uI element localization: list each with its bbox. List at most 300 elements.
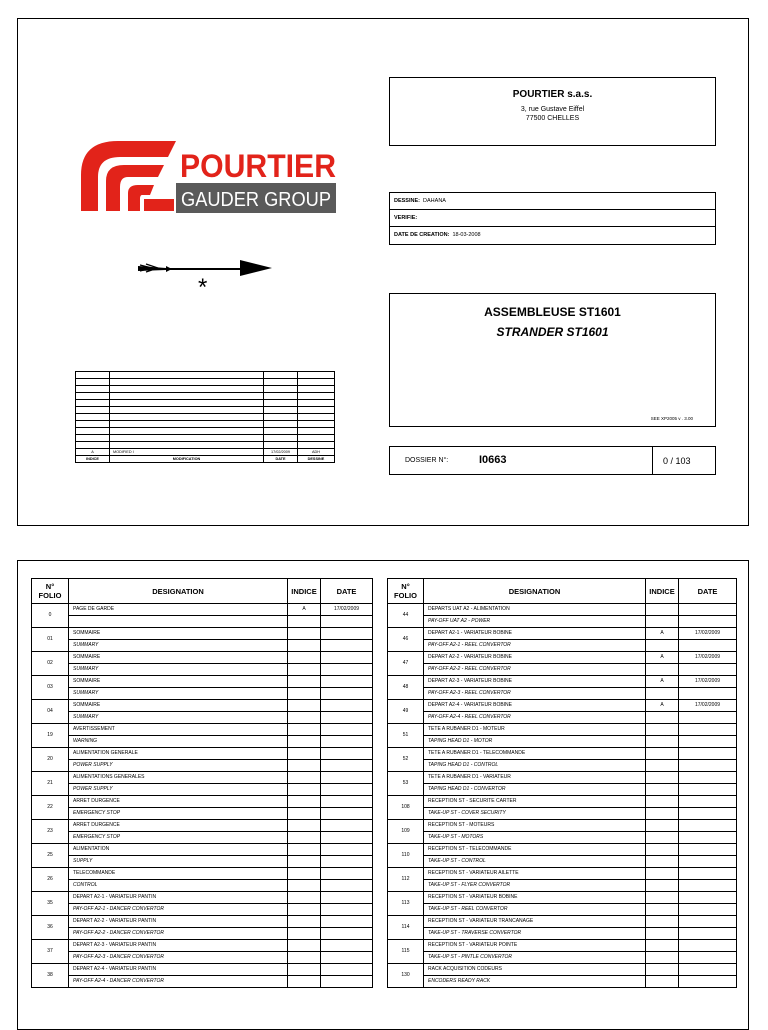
revision-header-modification: MODIFICATION	[110, 456, 264, 463]
entry-date-blank	[321, 856, 373, 868]
entry-date-blank	[679, 904, 737, 916]
entry-indice-blank	[288, 640, 321, 652]
title-english: STRANDER ST1601	[496, 325, 609, 339]
index-entry-row	[388, 820, 737, 832]
index-entry-row	[32, 604, 373, 616]
entry-folio: 46	[388, 628, 424, 652]
software-version: SEE XP2005 v . 3.00	[650, 416, 693, 421]
entry-date	[679, 844, 737, 856]
entry-indice-blank	[288, 928, 321, 940]
entry-indice	[646, 820, 679, 832]
direction-arrow-icon	[136, 257, 276, 299]
entry-designation-fr: TELECOMMANDE	[69, 868, 288, 880]
entry-indice-blank	[646, 976, 679, 988]
entry-folio: 109	[388, 820, 424, 844]
index-entry-row-english	[32, 928, 373, 940]
entry-date-blank	[679, 784, 737, 796]
revision-indice: A	[76, 449, 110, 456]
entry-date	[321, 724, 373, 736]
index-entry-row	[388, 748, 737, 760]
index-entry-row	[388, 628, 737, 640]
entry-designation-en: TAKE-UP ST - CONTROL	[424, 856, 646, 868]
index-entry-row-english	[388, 904, 737, 916]
entry-designation-fr: RACK ACQUISITION CODEURS	[424, 964, 646, 976]
entry-designation-fr: ALIMENTATIONS GENERALES	[69, 772, 288, 784]
revision-row	[76, 449, 335, 456]
company-box	[389, 77, 716, 146]
entry-designation-fr: RECEPTION ST - VARIATEUR BOBINE	[424, 892, 646, 904]
index-entry-row	[388, 844, 737, 856]
entry-folio: 0	[32, 604, 69, 628]
entry-date	[321, 628, 373, 640]
entry-indice-blank	[646, 688, 679, 700]
entry-designation-en: PAY-OFF A2-4 - REEL CONVERTOR	[424, 712, 646, 724]
entry-designation-fr: DEPART A2-4 - VARIATEUR BOBINE	[424, 700, 646, 712]
index-entry-row	[388, 964, 737, 976]
entry-indice-blank	[288, 760, 321, 772]
entry-date-blank	[679, 808, 737, 820]
entry-indice	[646, 892, 679, 904]
revision-header-row	[76, 456, 335, 463]
header-folio: N° FOLIO	[32, 579, 69, 604]
entry-designation-en: SUMMARY	[69, 688, 288, 700]
entry-folio: 21	[32, 772, 69, 796]
index-entry-row-english	[388, 928, 737, 940]
dossier-label: DOSSIER N°:	[405, 457, 449, 464]
entry-date	[321, 964, 373, 976]
entry-designation-en: PAY-OFF A2-4 - DANCER CONVERTOR	[69, 976, 288, 988]
entry-indice	[288, 652, 321, 664]
entry-designation-en: TAKE-UP ST - MOTORS	[424, 832, 646, 844]
entry-indice	[288, 964, 321, 976]
entry-folio: 35	[32, 892, 69, 916]
entry-designation-en: PAY-OFF A2-3 - REEL CONVERTOR	[424, 688, 646, 700]
entry-date	[679, 892, 737, 904]
revision-header-indice: INDICE	[76, 456, 110, 463]
entry-indice	[288, 940, 321, 952]
index-entry-row	[32, 700, 373, 712]
index-entry-row-english	[388, 808, 737, 820]
entry-designation-fr: PAGE DE GARDE	[69, 604, 288, 616]
entry-date	[679, 964, 737, 976]
entry-indice	[288, 796, 321, 808]
revision-header-date: DATE	[264, 456, 298, 463]
entry-date-blank	[679, 976, 737, 988]
entry-designation-en: SUMMARY	[69, 664, 288, 676]
entry-designation-en: TAKE-UP ST - REEL CONVERTOR	[424, 904, 646, 916]
entry-designation-en: ENCODERS READY RACK	[424, 976, 646, 988]
entry-indice-blank	[646, 904, 679, 916]
entry-date	[679, 868, 737, 880]
entry-date	[321, 652, 373, 664]
dessine-value: DAHANA	[423, 198, 446, 204]
entry-date	[679, 604, 737, 616]
entry-indice	[288, 844, 321, 856]
entry-indice	[288, 628, 321, 640]
index-entry-row-english	[32, 952, 373, 964]
verifie-label: VERIFIE:	[394, 215, 418, 221]
entry-indice-blank	[646, 880, 679, 892]
entry-indice-blank	[288, 832, 321, 844]
index-entry-row-english	[32, 976, 373, 988]
entry-designation-fr: TETE A RUBANER D1 - MOTEUR	[424, 724, 646, 736]
dessine-row	[390, 193, 715, 210]
company-address-line2: 77500 CHELLES	[525, 115, 580, 122]
entry-indice	[288, 700, 321, 712]
entry-folio: 47	[388, 652, 424, 676]
entry-date-blank	[679, 928, 737, 940]
entry-designation-fr: SOMMAIRE	[69, 676, 288, 688]
entry-folio: 114	[388, 916, 424, 940]
pourtier-gauder-logo	[78, 135, 338, 215]
entry-folio: 03	[32, 676, 69, 700]
index-entry-row	[32, 748, 373, 760]
entry-indice-blank	[646, 712, 679, 724]
index-entry-row	[388, 868, 737, 880]
entry-date-blank	[679, 880, 737, 892]
entry-indice-blank	[646, 616, 679, 628]
index-entry-row	[32, 676, 373, 688]
logo-emblem-icon	[81, 141, 176, 211]
header-date: DATE	[679, 579, 737, 604]
logo-text-main: POURTIER	[180, 148, 336, 184]
entry-designation-en: EMERGENCY STOP	[69, 808, 288, 820]
header-indice: INDICE	[288, 579, 321, 604]
entry-designation-en: TAPING HEAD D1 - MOTOR	[424, 736, 646, 748]
entry-designation-en: PAY-OFF A2-3 - DANCER CONVERTOR	[69, 952, 288, 964]
entry-folio: 49	[388, 700, 424, 724]
index-entry-row-english	[388, 736, 737, 748]
entry-indice	[646, 748, 679, 760]
entry-designation-en: EMERGENCY STOP	[69, 832, 288, 844]
dossier-divider	[652, 447, 653, 474]
entry-date	[321, 700, 373, 712]
entry-date-blank	[679, 664, 737, 676]
entry-date	[321, 844, 373, 856]
index-entry-row	[388, 604, 737, 616]
entry-designation-fr: DEPARTS UAT A2 - ALIMENTATION	[424, 604, 646, 616]
entry-date-blank	[321, 808, 373, 820]
entry-date	[679, 724, 737, 736]
entry-designation-en: PAY-OFF A2-2 - REEL CONVERTOR	[424, 664, 646, 676]
index-entry-row-english	[32, 664, 373, 676]
entry-designation-fr: ALIMENTATION GENERALE	[69, 748, 288, 760]
entry-date-blank	[321, 664, 373, 676]
index-header-row	[388, 579, 737, 604]
entry-designation-en: SUMMARY	[69, 712, 288, 724]
entry-designation-fr: ARRET DURGENCE	[69, 796, 288, 808]
entry-designation-en: PAY-OFF UAT A2 - POWER	[424, 616, 646, 628]
entry-designation-fr: ARRET DURGENCE	[69, 820, 288, 832]
entry-date	[679, 772, 737, 784]
header-date: DATE	[321, 579, 373, 604]
entry-date-blank	[321, 976, 373, 988]
index-header-row	[32, 579, 373, 604]
entry-designation-en: SUMMARY	[69, 640, 288, 652]
entry-designation-fr: SOMMAIRE	[69, 628, 288, 640]
entry-designation-fr: RECEPTION ST - VARIATEUR AILETTE	[424, 868, 646, 880]
entry-designation-fr: RECEPTION ST - MOTEURS	[424, 820, 646, 832]
logo-text-sub: GAUDER GROUP	[181, 189, 331, 211]
entry-date-blank	[679, 640, 737, 652]
entry-folio: 04	[32, 700, 69, 724]
entry-date	[679, 748, 737, 760]
verifie-row	[390, 210, 715, 227]
index-entry-row	[388, 724, 737, 736]
entry-folio: 52	[388, 748, 424, 772]
entry-indice-blank	[646, 760, 679, 772]
index-entry-row	[32, 724, 373, 736]
entry-date	[679, 940, 737, 952]
entry-date-blank	[679, 712, 737, 724]
entry-date-blank	[679, 688, 737, 700]
entry-indice-blank	[646, 664, 679, 676]
index-entry-row-english	[388, 976, 737, 988]
entry-indice	[288, 820, 321, 832]
entry-date-blank	[679, 760, 737, 772]
entry-indice-blank	[288, 808, 321, 820]
index-table-right	[387, 578, 737, 988]
revision-date: 17/02/2009	[264, 449, 298, 456]
entry-designation-en: TAPING HEAD D1 - CONVERTOR	[424, 784, 646, 796]
entry-date-blank	[679, 856, 737, 868]
entry-indice-blank	[646, 832, 679, 844]
index-table-left	[31, 578, 373, 988]
entry-indice	[646, 796, 679, 808]
index-entry-row-english	[388, 712, 737, 724]
index-entry-row-english	[388, 760, 737, 772]
entry-designation-en: PAY-OFF A2-2 - DANCER CONVERTOR	[69, 928, 288, 940]
entry-designation-en: PAY-OFF A2-1 - DANCER CONVERTOR	[69, 904, 288, 916]
entry-indice-blank	[288, 856, 321, 868]
header-designation: DESIGNATION	[69, 579, 288, 604]
entry-indice-blank	[288, 736, 321, 748]
entry-folio: 53	[388, 772, 424, 796]
entry-designation-fr: RECEPTION ST - VARIATEUR POINTE	[424, 940, 646, 952]
entry-indice: A	[646, 628, 679, 640]
entry-designation-en: WARNING	[69, 736, 288, 748]
entry-folio: 19	[32, 724, 69, 748]
index-entry-row	[32, 868, 373, 880]
dossier-box	[389, 446, 716, 475]
entry-indice-blank	[646, 808, 679, 820]
index-entry-row	[32, 892, 373, 904]
entry-designation-en: PAY-OFF A2-1 - REEL CONVERTOR	[424, 640, 646, 652]
entry-date	[321, 796, 373, 808]
entry-indice-blank	[288, 904, 321, 916]
entry-indice	[288, 676, 321, 688]
entry-designation-en	[69, 616, 288, 628]
signature-box	[389, 192, 716, 245]
dossier-folio: 0 / 103	[663, 456, 691, 466]
entry-date	[321, 820, 373, 832]
entry-date-blank	[321, 736, 373, 748]
entry-date: 17/02/2009	[679, 628, 737, 640]
index-entry-row-english	[388, 640, 737, 652]
entry-designation-en: TAKE-UP ST - PINTLE CONVERTOR	[424, 952, 646, 964]
company-name: POURTIER s.a.s.	[512, 89, 593, 100]
entry-designation-fr: DEPART A2-3 - VARIATEUR BOBINE	[424, 676, 646, 688]
index-entry-row-english	[388, 832, 737, 844]
entry-date	[321, 748, 373, 760]
entry-date-blank	[321, 688, 373, 700]
index-entry-row	[388, 892, 737, 904]
entry-indice	[288, 868, 321, 880]
entry-date-blank	[321, 952, 373, 964]
index-entry-row	[388, 652, 737, 664]
entry-designation-fr: ALIMENTATION	[69, 844, 288, 856]
entry-folio: 25	[32, 844, 69, 868]
index-entry-row-english	[32, 904, 373, 916]
index-entry-row-english	[32, 640, 373, 652]
entry-indice: A	[646, 676, 679, 688]
entry-indice	[288, 772, 321, 784]
entry-indice	[288, 748, 321, 760]
index-entry-row	[32, 916, 373, 928]
entry-date	[321, 916, 373, 928]
entry-designation-fr: AVERTISSEMENT	[69, 724, 288, 736]
entry-folio: 22	[32, 796, 69, 820]
index-entry-row-english	[32, 880, 373, 892]
date-creation-label: DATE DE CREATION:	[394, 232, 450, 238]
entry-folio: 113	[388, 892, 424, 916]
entry-date	[679, 916, 737, 928]
entry-date-blank	[321, 880, 373, 892]
entry-folio: 26	[32, 868, 69, 892]
entry-indice	[646, 772, 679, 784]
entry-designation-fr: RECEPTION ST - SECURITE CARTER	[424, 796, 646, 808]
entry-designation-fr: RECEPTION ST - TELECOMMANDE	[424, 844, 646, 856]
entry-designation-fr: DEPART A2-3 - VARIATEUR PANTIN	[69, 940, 288, 952]
entry-designation-fr: DEPART A2-2 - VARIATEUR BOBINE	[424, 652, 646, 664]
index-page	[17, 560, 749, 1030]
index-entry-row-english	[32, 712, 373, 724]
entry-designation-fr: TETE A RUBANER D1 - TELECOMMANDE	[424, 748, 646, 760]
date-creation-value: 18-03-2008	[452, 232, 481, 238]
index-entry-row-english	[32, 760, 373, 772]
index-entry-row-english	[388, 880, 737, 892]
entry-date	[321, 676, 373, 688]
entry-date-blank	[321, 832, 373, 844]
index-entry-row	[32, 796, 373, 808]
entry-designation-en: TAPING HEAD D1 - CONTROL	[424, 760, 646, 772]
index-entry-row-english	[388, 952, 737, 964]
index-entry-row	[388, 796, 737, 808]
entry-designation-en: TAKE-UP ST - TRAVERSE CONVERTOR	[424, 928, 646, 940]
entry-date	[321, 892, 373, 904]
entry-date	[679, 796, 737, 808]
entry-date-blank	[321, 760, 373, 772]
entry-date	[321, 940, 373, 952]
entry-folio: 02	[32, 652, 69, 676]
entry-designation-en: TAKE-UP ST - COVER SECURITY	[424, 808, 646, 820]
entry-date-blank	[321, 904, 373, 916]
entry-indice	[646, 916, 679, 928]
entry-folio: 36	[32, 916, 69, 940]
entry-date: 17/02/2009	[679, 652, 737, 664]
entry-designation-en: CONTROL	[69, 880, 288, 892]
entry-date	[321, 772, 373, 784]
entry-folio: 130	[388, 964, 424, 988]
entry-date-blank	[679, 952, 737, 964]
header-designation: DESIGNATION	[424, 579, 646, 604]
entry-folio: 20	[32, 748, 69, 772]
entry-indice-blank	[646, 952, 679, 964]
revision-header-dessine: DESSINE	[298, 456, 335, 463]
entry-indice	[646, 844, 679, 856]
entry-folio: 44	[388, 604, 424, 628]
entry-date: 17/02/2009	[321, 604, 373, 616]
entry-folio: 112	[388, 868, 424, 892]
index-entry-row	[388, 940, 737, 952]
entry-folio: 51	[388, 724, 424, 748]
entry-date-blank	[679, 832, 737, 844]
index-entry-row-english	[32, 784, 373, 796]
entry-indice	[288, 916, 321, 928]
entry-folio: 110	[388, 844, 424, 868]
index-entry-row	[388, 916, 737, 928]
index-entry-row	[32, 772, 373, 784]
entry-designation-en: TAKE-UP ST - FLYER CONVERTOR	[424, 880, 646, 892]
entry-designation-fr: DEPART A2-1 - VARIATEUR BOBINE	[424, 628, 646, 640]
entry-indice-blank	[288, 616, 321, 628]
index-entry-row-english	[32, 616, 373, 628]
revision-table	[75, 371, 335, 463]
entry-date-blank	[321, 928, 373, 940]
index-entry-row	[388, 772, 737, 784]
entry-indice: A	[646, 652, 679, 664]
entry-indice	[646, 868, 679, 880]
entry-indice-blank	[288, 880, 321, 892]
index-entry-row	[32, 652, 373, 664]
revision-dessine: ADH	[298, 449, 335, 456]
entry-date-blank	[321, 784, 373, 796]
entry-indice-blank	[646, 736, 679, 748]
index-entry-row-english	[32, 832, 373, 844]
index-entry-row-english	[32, 736, 373, 748]
entry-designation-fr: RECEPTION ST - VARIATEUR TRANCANAGE	[424, 916, 646, 928]
entry-indice	[288, 892, 321, 904]
entry-folio: 23	[32, 820, 69, 844]
entry-date: 17/02/2009	[679, 700, 737, 712]
entry-indice-blank	[646, 928, 679, 940]
index-entry-row-english	[32, 808, 373, 820]
entry-indice-blank	[288, 976, 321, 988]
entry-folio: 108	[388, 796, 424, 820]
dossier-number: I0663	[479, 454, 507, 466]
index-entry-row	[388, 700, 737, 712]
cover-page	[17, 18, 749, 526]
index-entry-row-english	[388, 784, 737, 796]
index-entry-row-english	[388, 616, 737, 628]
entry-indice	[646, 604, 679, 616]
entry-date	[321, 868, 373, 880]
entry-designation-fr: SOMMAIRE	[69, 700, 288, 712]
entry-indice	[646, 964, 679, 976]
title-box	[389, 293, 716, 427]
company-address-line1: 3, rue Gustave Eiffel	[520, 106, 585, 113]
entry-designation-fr: DEPART A2-2 - VARIATEUR PANTIN	[69, 916, 288, 928]
entry-folio: 48	[388, 676, 424, 700]
entry-date-blank	[321, 712, 373, 724]
entry-indice-blank	[646, 640, 679, 652]
dessine-label: DESSINE:	[394, 198, 420, 204]
entry-designation-fr: DEPART A2-1 - VARIATEUR PANTIN	[69, 892, 288, 904]
index-entry-row-english	[388, 856, 737, 868]
index-entry-row	[32, 940, 373, 952]
index-entry-row	[32, 628, 373, 640]
entry-date	[679, 820, 737, 832]
